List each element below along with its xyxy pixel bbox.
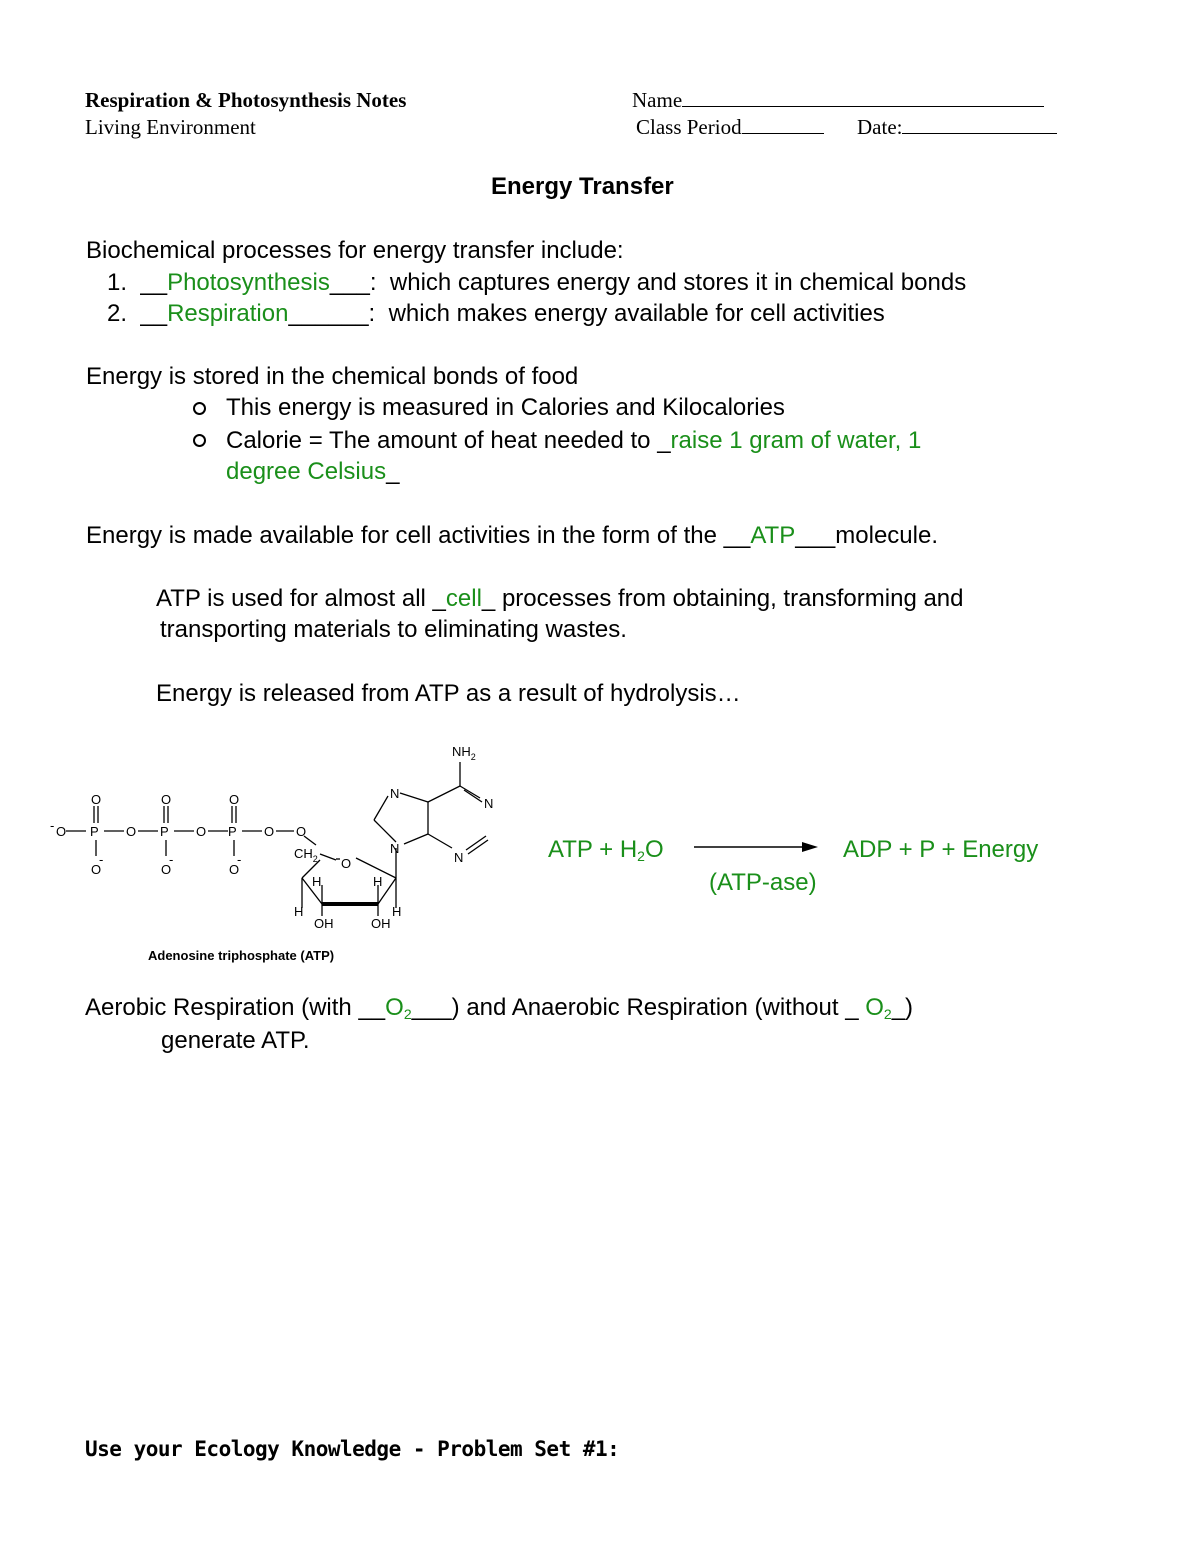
circle-bullet-icon bbox=[193, 434, 206, 447]
sentence-end: ___molecule. bbox=[795, 522, 938, 549]
name-label: Name bbox=[632, 88, 683, 112]
oxygen-label: O bbox=[196, 824, 207, 839]
answer-calorie: raise 1 gram of water, 1 bbox=[670, 427, 922, 454]
oxygen-label: O bbox=[126, 824, 137, 839]
oxygen-label: O bbox=[296, 824, 307, 839]
minus-charge: - bbox=[99, 852, 104, 867]
sentence-start: ATP is used for almost all _ bbox=[156, 585, 446, 612]
intro-text: Biochemical processes for energy transfer include: bbox=[86, 237, 624, 264]
oxygen-label: O bbox=[91, 862, 102, 877]
minus-charge: - bbox=[237, 852, 242, 867]
phosphorus-label: P bbox=[228, 824, 237, 839]
answer-photosynthesis: Photosynthesis bbox=[167, 269, 330, 296]
bullet-calories: This energy is measured in Calories and Kilocalories bbox=[226, 394, 785, 421]
oxygen-label: O bbox=[91, 792, 102, 807]
nitrogen-label: N bbox=[454, 850, 464, 865]
blank-suffix: ______: bbox=[288, 300, 376, 327]
atp-molecule-sentence bbox=[86, 522, 938, 550]
phosphorus-label: P bbox=[160, 824, 169, 839]
sentence-start: Energy is made available for cell activities in the form of the __ bbox=[86, 522, 751, 549]
minus-charge: - bbox=[50, 818, 55, 833]
atp-structure-diagram bbox=[40, 730, 510, 970]
enzyme-label: (ATP-ase) bbox=[709, 869, 817, 896]
circle-bullet-icon bbox=[193, 402, 206, 415]
date-label: Date: bbox=[857, 115, 903, 139]
blank-prefix: __ bbox=[140, 300, 168, 327]
hydroxyl-label: OH bbox=[314, 916, 334, 931]
reactants-end: O bbox=[644, 836, 664, 863]
equation-reactants bbox=[548, 836, 664, 864]
class-period-label: Class Period bbox=[636, 115, 742, 139]
class-period-field bbox=[636, 115, 824, 140]
oxygen-label: O bbox=[229, 862, 240, 877]
answer-oxygen: $O_2$ bbox=[385, 994, 412, 1022]
sentence-start: Aerobic Respiration (with __ bbox=[85, 994, 386, 1021]
phosphorus-label: P bbox=[90, 824, 99, 839]
storage-text: Energy is stored in the chemical bonds of food bbox=[86, 363, 579, 390]
sentence-end: _) bbox=[891, 994, 914, 1021]
problem-set-heading: Use your Ecology Knowledge - Problem Set #1: bbox=[85, 1437, 620, 1461]
atp-use-sentence bbox=[156, 585, 964, 613]
oxygen-label: O bbox=[56, 824, 67, 839]
list-item-respiration bbox=[107, 300, 885, 328]
atp-use-sentence-cont: transporting materials to eliminating wastes. bbox=[160, 616, 627, 643]
reactants-text: ATP + H bbox=[548, 836, 638, 863]
answer-cell: cell bbox=[445, 585, 482, 612]
ch2-label: $CH_2$ bbox=[294, 846, 318, 864]
oxygen-label: O bbox=[264, 824, 275, 839]
respiration-types-sentence bbox=[85, 994, 913, 1022]
nitrogen-label: N bbox=[390, 786, 400, 801]
oxygen-label: O bbox=[161, 792, 172, 807]
nh2-label: $NH_2$ bbox=[452, 744, 476, 762]
subject-label: Living Environment bbox=[85, 115, 256, 139]
answer-oxygen: $O_2$ bbox=[865, 994, 892, 1022]
hydrogen-label: H bbox=[294, 904, 304, 919]
hydrolysis-sentence: Energy is released from ATP as a result of hydrolysis… bbox=[156, 680, 741, 707]
page-heading: Energy Transfer bbox=[491, 173, 674, 200]
equation-products: ADP + P + Energy bbox=[843, 836, 1039, 863]
hydrogen-label: H bbox=[312, 874, 322, 889]
blank-suffix: ___: bbox=[329, 269, 377, 296]
process-description: which captures energy and stores it in chemical bonds bbox=[389, 269, 967, 296]
name-blank bbox=[682, 89, 1044, 107]
hydrogen-label: H bbox=[392, 904, 402, 919]
answer-calorie-cont: degree Celsius bbox=[226, 458, 387, 485]
date-field bbox=[857, 115, 1057, 140]
nitrogen-label: N bbox=[484, 796, 494, 811]
bullet-calorie-definition bbox=[226, 427, 921, 455]
process-description: which makes energy available for cell activities bbox=[388, 300, 885, 327]
oxygen-label: O bbox=[229, 792, 240, 807]
sentence-middle: ___) and Anaerobic Respiration (without _ bbox=[411, 994, 866, 1021]
atp-diagram-caption: Adenosine triphosphate (ATP) bbox=[148, 948, 335, 963]
sentence-end: _ processes from obtaining, transforming and bbox=[481, 585, 964, 612]
name-field bbox=[632, 88, 1044, 113]
class-period-blank bbox=[742, 116, 824, 134]
nitrogen-label: N bbox=[390, 841, 400, 856]
answer-respiration: Respiration bbox=[167, 300, 289, 327]
minus-charge: - bbox=[169, 852, 174, 867]
answer-atp: ATP bbox=[750, 522, 796, 549]
blank-suffix: _ bbox=[386, 458, 400, 485]
hydroxyl-label: OH bbox=[371, 916, 391, 931]
calorie-definition-text: Calorie = The amount of heat needed to _ bbox=[226, 427, 671, 454]
list-number: 2. bbox=[107, 300, 128, 327]
respiration-types-sentence-cont: generate ATP. bbox=[161, 1027, 310, 1054]
bullet-calorie-definition-cont bbox=[226, 458, 399, 486]
document-title: Respiration & Photosynthesis Notes bbox=[85, 88, 407, 112]
subscript: 2 bbox=[637, 848, 645, 864]
blank-prefix: __ bbox=[140, 269, 168, 296]
date-blank bbox=[902, 116, 1057, 134]
oxygen-label: O bbox=[161, 862, 172, 877]
reaction-arrow-icon bbox=[694, 838, 820, 856]
ring-oxygen-label: O bbox=[341, 856, 352, 871]
hydrogen-label: H bbox=[373, 874, 383, 889]
list-item-photosynthesis bbox=[107, 269, 966, 297]
list-number: 1. bbox=[107, 269, 128, 296]
